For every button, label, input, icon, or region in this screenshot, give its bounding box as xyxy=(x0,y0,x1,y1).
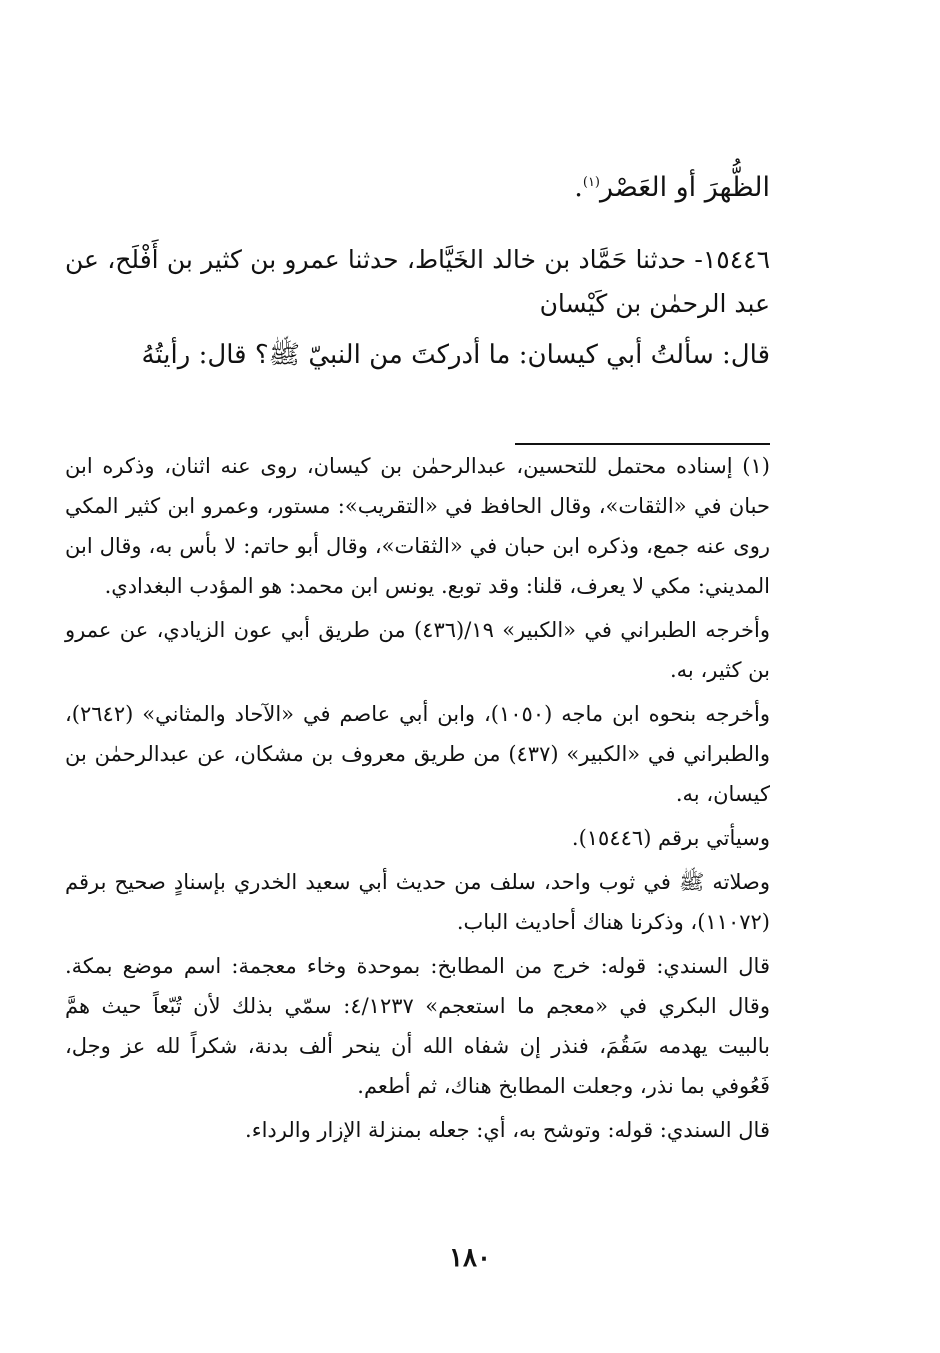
page-number: ١٨٠ xyxy=(449,1243,491,1273)
continuation-text: الظُّهرَ أو العَصْر xyxy=(600,172,770,203)
hadith-matn-line xyxy=(142,335,770,375)
footnote-paragraph: وسيأتي برقم (١٥٤٤٦). xyxy=(571,826,770,850)
hadith-isnad-text: ١٥٤٤٦- حدثنا حَمَّاد بن خالد الخَيَّاط، حدثنا عمرو بن كثير بن أَفْلَح، عن عبد الرحمٰن بن كَيْسان xyxy=(65,245,770,318)
footnote-paragraph: (١) إسناده محتمل للتحسين، عبدالرحمٰن بن كيسان، روى عنه اثنان، وذكره ابن حبان في «الثقات»، وقال الحافظ في «التقريب»: مستور، وعمرو ابن كثير المكي روى عنه جمع، وذكره ابن حبان في «الثقات»، وقال أبو حاتم: لا بأس به، وقال ابن المديني: مكي لا يعرف، قلنا: وقد توبع. يونس ابن محمد: هو المؤدب البغدادي. xyxy=(65,454,770,598)
footnote-separator xyxy=(515,443,770,445)
footnote-paragraph: قال السندي: قوله: وتوشح به، أي: جعله بمنزلة الإزار والرداء. xyxy=(245,1118,770,1142)
hadith-isnad xyxy=(65,238,770,326)
footnote-paragraph: وصلاته ﷺ في ثوب واحد، سلف من حديث أبي سعيد الخدري بإسنادٍ صحيح برقم (١١٠٧٢)، وذكرنا هناك أحاديث الباب. xyxy=(65,870,770,934)
continuation-line xyxy=(574,168,770,208)
footnote-paragraph: قال السندي: قوله: خرج من المطابخ: بموحدة وخاء معجمة: اسم موضع بمكة. وقال البكري في «معجم ما استعجم» ٤/١٢٣٧: سمّي بذلك لأن تُبّعاً حيث همَّ بالبيت يهدمه سَقُمَ، فنذر إن شفاه الله أن ينحر ألف بدنة، شكراً لله عز وجل، فَعُوفي بما نذر، وجعلت المطابخ هناك، ثم أطعم. xyxy=(65,954,770,1098)
continuation-end: . xyxy=(574,172,583,203)
footnote-ref: (١) xyxy=(582,175,600,190)
footnote-paragraph: وأخرجه بنحوه ابن ماجه (١٠٥٠)، وابن أبي عاصم في «الآحاد والمثاني» (٢٦٤٢)، والطبراني في «الكبير» (٤٣٧) من طريق معروف بن مشكان، عن عبدالرحمٰن بن كيسان، به. xyxy=(65,702,770,806)
footnote-paragraph: وأخرجه الطبراني في «الكبير» ١٩/(٤٣٦) من طريق أبي عون الزيادي، عن عمرو بن كثير، به. xyxy=(65,618,770,682)
footnotes xyxy=(65,446,770,1154)
hadith-matn-text: قال: سألتُ أبي كيسان: ما أدركتَ من النبيّ ﷺ؟ قال: رأيتُهُ xyxy=(141,340,770,370)
